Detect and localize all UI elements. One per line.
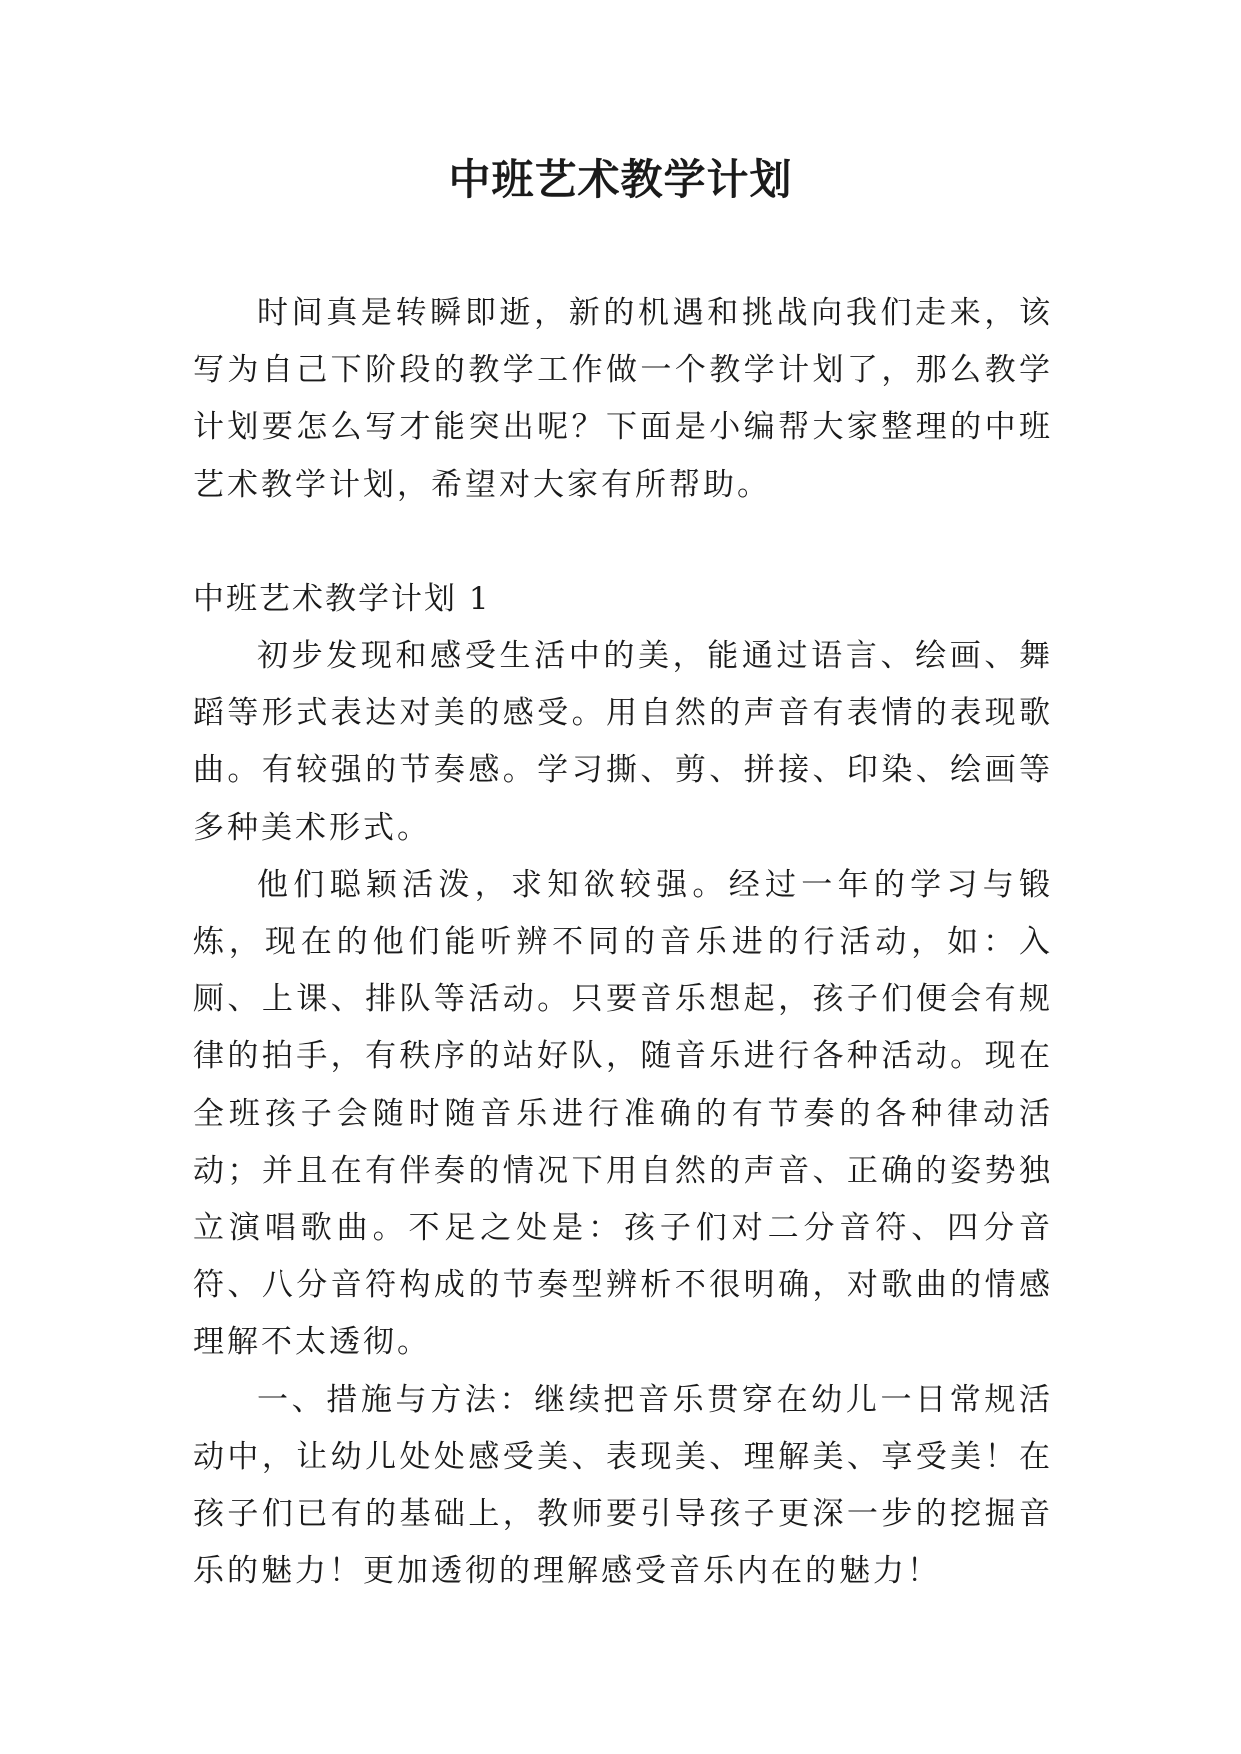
body-paragraph-3: 一、措施与方法：继续把音乐贯穿在幼儿一日常规活动中，让幼儿处处感受美、表现美、理解美、享受美！在孩子们已有的基础上，教师要引导孩子更深一步的挖掘音乐的魅力！更加透彻的理解感受音乐内在的魅力！	[193, 1381, 1053, 1590]
body-paragraph-1: 初步发现和感受生活中的美，能通过语言、绘画、舞蹈等形式表达对美的感受。用自然的声音有表情的表现歌曲。有较强的节奏感。学习撕、剪、拼接、印染、绘画等多种美术形式。	[193, 638, 1053, 846]
document-body	[193, 285, 1053, 1600]
body-paragraph-2: 他们聪颖活泼，求知欲较强。经过一年的学习与锻炼，现在的他们能听辨不同的音乐进的行活动，如：入厕、上课、排队等活动。只要音乐想起，孩子们便会有规律的拍手，有秩序的站好队，随音乐进行各种活动。现在全班孩子会随时随音乐进行准确的有节奏的各种律动活动；并且在有伴奏的情况下用自然的声音、正确的姿势独立演唱歌曲。不足之处是：孩子们对二分音符、四分音符、八分音符构成的节奏型辨析不很明确，对歌曲的情感理解不太透彻。	[193, 866, 1053, 1361]
section-heading: 中班艺术教学计划 1	[193, 580, 491, 617]
document-title: 中班艺术教学计划	[448, 155, 793, 204]
intro-paragraph: 时间真是转瞬即逝，新的机遇和挑战向我们走来，该写为自己下阶段的教学工作做一个教学计划了，那么教学计划要怎么写才能突出呢？下面是小编帮大家整理的中班艺术教学计划，希望对大家有所帮助。	[193, 295, 1053, 503]
